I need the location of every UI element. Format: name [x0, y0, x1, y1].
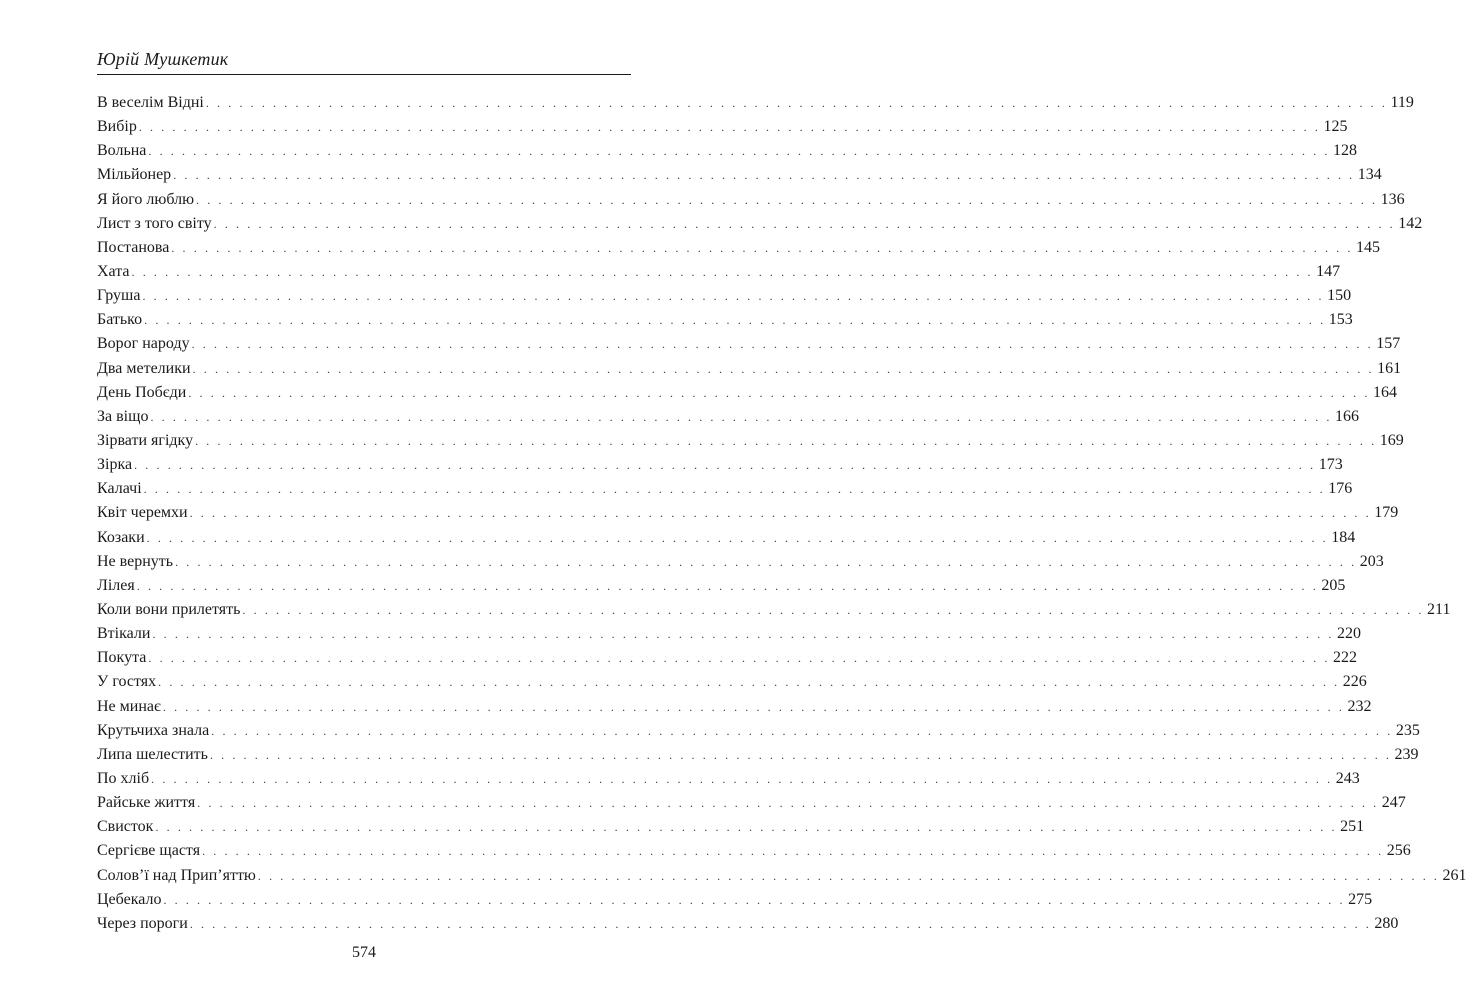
toc-entry-page-number: 275	[1348, 890, 1373, 908]
toc-dot-leader: . . . . . . . . . . . . . . . . . . . . . . . . . . . . . . . . . . . . . . . . . . . . . . . . . . . . . . . . . . . . . . . . . . . . . . . . . . . . . . . . . . . . . . . . . . . . . . . . . . . . . . . . . .	[213, 216, 1396, 231]
toc-entry-page-number: 169	[1379, 431, 1404, 449]
toc-entry-page-number: 184	[1331, 528, 1356, 546]
toc-entry-title: Липа шелестить	[97, 745, 208, 763]
toc-dot-leader: . . . . . . . . . . . . . . . . . . . . . . . . . . . . . . . . . . . . . . . . . . . . . . . . . . . . . . . . . . . . . . . . . . . . . . . . . . . . . . . . . . . . . . . . . . . . . . . . . . . . . . . . . .	[138, 120, 1321, 135]
toc-entry-title: Коли вони прилетять	[97, 600, 241, 618]
toc-dot-leader: . . . . . . . . . . . . . . . . . . . . . . . . . . . . . . . . . . . . . . . . . . . . . . . . . . . . . . . . . . . . . . . . . . . . . . . . . . . . . . . . . . . . . . . . . . . . . . . . . . . . . . . . . .	[211, 723, 1393, 738]
running-header-author: Юрій Мушкетик	[97, 49, 229, 69]
toc-dot-leader: . . . . . . . . . . . . . . . . . . . . . . . . . . . . . . . . . . . . . . . . . . . . . . . . . . . . . . . . . . . . . . . . . . . . . . . . . . . . . . . . . . . . . . . . . . . . . . . . . . . . . . . . . .	[171, 240, 1353, 255]
toc-entry-title: По хліб	[97, 769, 150, 787]
toc-entry-page-number: 203	[1359, 552, 1384, 570]
toc-entry-title: Калачі	[97, 480, 142, 498]
toc-dot-leader: . . . . . . . . . . . . . . . . . . . . . . . . . . . . . . . . . . . . . . . . . . . . . . . . . . . . . . . . . . . . . . . . . . . . . . . . . . . . . . . . . . . . . . . . . . . . . . . . . . . . . . . . . .	[242, 602, 1425, 617]
toc-entry	[97, 695, 1372, 719]
toc-entry	[97, 284, 1352, 308]
toc-entry-page-number: 166	[1335, 407, 1360, 425]
toc-dot-leader: . . . . . . . . . . . . . . . . . . . . . . . . . . . . . . . . . . . . . . . . . . . . . . . . . . . . . . . . . . . . . . . . . . . . . . . . . . . . . . . . . . . . . . . . . . . . . . . . . . . . . . . . . .	[150, 409, 1333, 424]
toc-entry-page-number: 247	[1381, 794, 1406, 812]
toc-entry	[97, 357, 1402, 381]
toc-entry-title: За віщо	[97, 407, 149, 425]
toc-entry-title: Батько	[97, 311, 143, 329]
toc-entry	[97, 864, 1467, 888]
toc-entry-title: Втікали	[97, 625, 151, 643]
toc-entry-page-number: 261	[1442, 866, 1467, 884]
toc-entry-title: Солов’ї над Прип’яттю	[97, 866, 256, 884]
toc-entry	[97, 598, 1451, 622]
toc-entry-title: Крутьчиха знала	[97, 721, 210, 739]
toc-entry	[97, 115, 1348, 139]
toc-entry-title: Козаки	[97, 528, 145, 546]
toc-entry	[97, 622, 1362, 646]
toc-dot-leader: . . . . . . . . . . . . . . . . . . . . . . . . . . . . . . . . . . . . . . . . . . . . . . . . . . . . . . . . . . . . . . . . . . . . . . . . . . . . . . . . . . . . . . . . . . . . . . . . . . . . . . . . . .	[189, 506, 1372, 521]
toc-entry	[97, 501, 1399, 525]
toc-dot-leader: . . . . . . . . . . . . . . . . . . . . . . . . . . . . . . . . . . . . . . . . . . . . . . . . . . . . . . . . . . . . . . . . . . . . . . . . . . . . . . . . . . . . . . . . . . . . . . . . . . . . . . . . . .	[155, 820, 1338, 835]
toc-dot-leader: . . . . . . . . . . . . . . . . . . . . . . . . . . . . . . . . . . . . . . . . . . . . . . . . . . . . . . . . . . . . . . . . . . . . . . . . . . . . . . . . . . . . . . . . . . . . . . . . . . . . . . . . . .	[202, 844, 1384, 859]
toc-entry	[97, 574, 1346, 598]
toc-entry-title: Зірвати ягідку	[97, 431, 194, 449]
toc-entry-title: Покута	[97, 649, 147, 667]
toc-entry-page-number: 142	[1398, 214, 1423, 232]
toc-dot-leader: . . . . . . . . . . . . . . . . . . . . . . . . . . . . . . . . . . . . . . . . . . . . . . . . . . . . . . . . . . . . . . . . . . . . . . . . . . . . . . . . . . . . . . . . . . . . . . . . . . . . . . . . . .	[136, 578, 1319, 593]
toc-entry-page-number: 239	[1394, 745, 1419, 763]
toc-entry	[97, 839, 1411, 863]
toc-entry-page-number: 232	[1347, 697, 1372, 715]
toc-dot-leader: . . . . . . . . . . . . . . . . . . . . . . . . . . . . . . . . . . . . . . . . . . . . . . . . . . . . . . . . . . . . . . . . . . . . . . . . . . . . . . . . . . . . . . . . . . . . . . . . . . . . . . . . . .	[131, 264, 1314, 279]
toc-entry-title: Сергієве щастя	[97, 842, 201, 860]
toc-dot-leader: . . . . . . . . . . . . . . . . . . . . . . . . . . . . . . . . . . . . . . . . . . . . . . . . . . . . . . . . . . . . . . . . . . . . . . . . . . . . . . . . . . . . . . . . . . . . . . . . . . . . . . . . . .	[175, 554, 1357, 569]
toc-entry	[97, 815, 1365, 839]
toc-dot-leader: . . . . . . . . . . . . . . . . . . . . . . . . . . . . . . . . . . . . . . . . . . . . . . . . . . . . . . . . . . . . . . . . . . . . . . . . . . . . . . . . . . . . . . . . . . . . . . . . . . . . . . . . . .	[144, 313, 1326, 328]
toc-entry-page-number: 145	[1355, 238, 1380, 256]
toc-entry-title: Цебекало	[97, 890, 162, 908]
toc-entry	[97, 550, 1384, 574]
toc-dot-leader: . . . . . . . . . . . . . . . . . . . . . . . . . . . . . . . . . . . . . . . . . . . . . . . . . . . . . . . . . . . . . . . . . . . . . . . . . . . . . . . . . . . . . . . . . . . . . . . . . . . . . . . . . .	[195, 433, 1377, 448]
toc-entry-title: Не вернуть	[97, 552, 174, 570]
toc-entry	[97, 236, 1380, 260]
toc-dot-leader: . . . . . . . . . . . . . . . . . . . . . . . . . . . . . . . . . . . . . . . . . . . . . . . . . . . . . . . . . . . . . . . . . . . . . . . . . . . . . . . . . . . . . . . . . . . . . . . . . . . . . . . . . .	[158, 675, 1340, 690]
toc-dot-leader: . . . . . . . . . . . . . . . . . . . . . . . . . . . . . . . . . . . . . . . . . . . . . . . . . . . . . . . . . . . . . . . . . . . . . . . . . . . . . . . . . . . . . . . . . . . . . . . . . . . . . . . . . .	[189, 916, 1372, 931]
toc-entry	[97, 912, 1399, 936]
toc-entry-title: Груша	[97, 287, 141, 305]
page-number: 574	[352, 944, 376, 961]
toc-entry-page-number: 150	[1327, 287, 1352, 305]
toc-entry	[97, 91, 1414, 115]
toc-entry	[97, 260, 1341, 284]
toc-entry-title: Вибір	[97, 118, 137, 136]
toc-entry-page-number: 179	[1374, 504, 1399, 522]
toc-entry-title: Вольна	[97, 142, 147, 160]
toc-entry-title: Мільйонер	[97, 166, 172, 184]
toc-entry-page-number: 222	[1333, 649, 1357, 667]
toc-dot-leader: . . . . . . . . . . . . . . . . . . . . . . . . . . . . . . . . . . . . . . . . . . . . . . . . . . . . . . . . . . . . . . . . . . . . . . . . . . . . . . . . . . . . . . . . . . . . . . . . . . . . . . . . . .	[152, 627, 1335, 642]
header-rule	[97, 74, 631, 75]
toc-dot-leader: . . . . . . . . . . . . . . . . . . . . . . . . . . . . . . . . . . . . . . . . . . . . . . . . . . . . . . . . . . . . . . . . . . . . . . . . . . . . . . . . . . . . . . . . . . . . . . . . . . . . . . . . . .	[162, 699, 1345, 714]
toc-dot-leader: . . . . . . . . . . . . . . . . . . . . . . . . . . . . . . . . . . . . . . . . . . . . . . . . . . . . . . . . . . . . . . . . . . . . . . . . . . . . . . . . . . . . . . . . . . . . . . . . . . . . . . . . . .	[148, 144, 1331, 159]
toc-entry-title: Лілея	[97, 576, 135, 594]
toc-entry-page-number: 205	[1321, 576, 1346, 594]
toc-entry	[97, 646, 1357, 670]
toc-entry-title: День Побєди	[97, 383, 187, 401]
toc-entry-title: Квіт черемхи	[97, 504, 188, 522]
toc-entry-title: Через пороги	[97, 914, 188, 932]
toc-entry	[97, 308, 1353, 332]
toc-entry-page-number: 157	[1376, 335, 1401, 353]
toc-entry-page-number: 153	[1328, 311, 1353, 329]
toc-entry-page-number: 243	[1335, 769, 1360, 787]
toc-dot-leader: . . . . . . . . . . . . . . . . . . . . . . . . . . . . . . . . . . . . . . . . . . . . . . . . . . . . . . . . . . . . . . . . . . . . . . . . . . . . . . . . . . . . . . . . . . . . . . . . . . . . . . . . . .	[192, 361, 1375, 376]
toc-entry	[97, 767, 1360, 791]
toc-entry	[97, 212, 1423, 236]
toc-entry	[97, 791, 1406, 815]
toc-entry	[97, 139, 1358, 163]
toc-dot-leader: . . . . . . . . . . . . . . . . . . . . . . . . . . . . . . . . . . . . . . . . . . . . . . . . . . . . . . . . . . . . . . . . . . . . . . . . . . . . . . . . . . . . . . . . . . . . . . . . . . . . . . . . . .	[209, 747, 1392, 762]
toc-entry-title: Два метелики	[97, 359, 191, 377]
toc-dot-leader: . . . . . . . . . . . . . . . . . . . . . . . . . . . . . . . . . . . . . . . . . . . . . . . . . . . . . . . . . . . . . . . . . . . . . . . . . . . . . . . . . . . . . . . . . . . . . . . . . . . . . . . . . .	[173, 168, 1355, 183]
toc-dot-leader: . . . . . . . . . . . . . . . . . . . . . . . . . . . . . . . . . . . . . . . . . . . . . . . . . . . . . . . . . . . . . . . . . . . . . . . . . . . . . . . . . . . . . . . . . . . . . . . . . . . . . . . . . .	[205, 96, 1388, 110]
toc-entry-title: Свисток	[97, 818, 154, 836]
toc-dot-leader: . . . . . . . . . . . . . . . . . . . . . . . . . . . . . . . . . . . . . . . . . . . . . . . . . . . . . . . . . . . . . . . . . . . . . . . . . . . . . . . . . . . . . . . . . . . . . . . . . . . . . . . . . .	[151, 771, 1333, 786]
toc-dot-leader: . . . . . . . . . . . . . . . . . . . . . . . . . . . . . . . . . . . . . . . . . . . . . . . . . . . . . . . . . . . . . . . . . . . . . . . . . . . . . . . . . . . . . . . . . . . . . . . . . . . . . . . . . .	[163, 892, 1346, 907]
toc-entry-page-number: 134	[1357, 166, 1382, 184]
toc-dot-leader: . . . . . . . . . . . . . . . . . . . . . . . . . . . . . . . . . . . . . . . . . . . . . . . . . . . . . . . . . . . . . . . . . . . . . . . . . . . . . . . . . . . . . . . . . . . . . . . . . . . . . . . . . .	[197, 796, 1379, 811]
toc-entry-page-number: 119	[1390, 94, 1414, 111]
toc-dot-leader: . . . . . . . . . . . . . . . . . . . . . . . . . . . . . . . . . . . . . . . . . . . . . . . . . . . . . . . . . . . . . . . . . . . . . . . . . . . . . . . . . . . . . . . . . . . . . . . . . . . . . . . . . .	[134, 458, 1316, 473]
toc-entry-page-number: 147	[1316, 262, 1341, 280]
toc-entry-page-number: 176	[1328, 480, 1353, 498]
toc-dot-leader: . . . . . . . . . . . . . . . . . . . . . . . . . . . . . . . . . . . . . . . . . . . . . . . . . . . . . . . . . . . . . . . . . . . . . . . . . . . . . . . . . . . . . . . . . . . . . . . . . . . . . . . . . .	[148, 651, 1330, 666]
toc-entry-title: Лист з того світу	[97, 214, 212, 232]
toc-entry-title: Не минає	[97, 697, 161, 715]
toc-entry-title: В веселім Відні	[97, 94, 204, 111]
toc-entry	[97, 163, 1382, 187]
toc-dot-leader: . . . . . . . . . . . . . . . . . . . . . . . . . . . . . . . . . . . . . . . . . . . . . . . . . . . . . . . . . . . . . . . . . . . . . . . . . . . . . . . . . . . . . . . . . . . . . . . . . . . . . . . . . .	[196, 192, 1378, 207]
toc-dot-leader: . . . . . . . . . . . . . . . . . . . . . . . . . . . . . . . . . . . . . . . . . . . . . . . . . . . . . . . . . . . . . . . . . . . . . . . . . . . . . . . . . . . . . . . . . . . . . . . . . . . . . . . . . .	[143, 482, 1326, 497]
toc-entry	[97, 429, 1404, 453]
toc-entry	[97, 670, 1367, 694]
toc-entry	[97, 743, 1419, 767]
table-of-contents	[97, 91, 1467, 936]
toc-dot-leader: . . . . . . . . . . . . . . . . . . . . . . . . . . . . . . . . . . . . . . . . . . . . . . . . . . . . . . . . . . . . . . . . . . . . . . . . . . . . . . . . . . . . . . . . . . . . . . . . . . . . . . . . . .	[188, 385, 1370, 400]
toc-entry-page-number: 280	[1374, 914, 1399, 932]
toc-entry	[97, 453, 1343, 477]
toc-entry-page-number: 211	[1427, 600, 1451, 618]
toc-entry	[97, 719, 1420, 743]
toc-entry-page-number: 136	[1380, 190, 1405, 208]
toc-entry-title: Постанова	[97, 238, 170, 256]
toc-entry-page-number: 220	[1337, 625, 1362, 643]
toc-entry-title: Зірка	[97, 456, 133, 474]
toc-entry-title: Хата	[97, 262, 130, 280]
toc-entry	[97, 188, 1405, 212]
toc-dot-leader: . . . . . . . . . . . . . . . . . . . . . . . . . . . . . . . . . . . . . . . . . . . . . . . . . . . . . . . . . . . . . . . . . . . . . . . . . . . . . . . . . . . . . . . . . . . . . . . . . . . . . . . . . .	[146, 530, 1329, 545]
toc-entry-title: Ворог народу	[97, 335, 190, 353]
toc-entry-title: Я його люблю	[97, 190, 195, 208]
toc-entry	[97, 477, 1353, 501]
toc-dot-leader: . . . . . . . . . . . . . . . . . . . . . . . . . . . . . . . . . . . . . . . . . . . . . . . . . . . . . . . . . . . . . . . . . . . . . . . . . . . . . . . . . . . . . . . . . . . . . . . . . . . . . . . . . .	[191, 337, 1374, 352]
toc-entry-page-number: 226	[1342, 673, 1367, 691]
toc-entry	[97, 888, 1373, 912]
toc-entry	[97, 332, 1401, 356]
toc-entry-title: У гостях	[97, 673, 157, 691]
toc-entry-page-number: 235	[1395, 721, 1420, 739]
toc-entry-page-number: 128	[1333, 142, 1358, 160]
toc-dot-leader: . . . . . . . . . . . . . . . . . . . . . . . . . . . . . . . . . . . . . . . . . . . . . . . . . . . . . . . . . . . . . . . . . . . . . . . . . . . . . . . . . . . . . . . . . . . . . . . . . . . . . . . . . .	[257, 868, 1440, 883]
toc-dot-leader: . . . . . . . . . . . . . . . . . . . . . . . . . . . . . . . . . . . . . . . . . . . . . . . . . . . . . . . . . . . . . . . . . . . . . . . . . . . . . . . . . . . . . . . . . . . . . . . . . . . . . . . . . .	[142, 289, 1325, 304]
toc-entry	[97, 526, 1356, 550]
toc-entry-page-number: 161	[1377, 359, 1402, 377]
toc-entry	[97, 405, 1360, 429]
toc-entry-page-number: 251	[1340, 818, 1365, 836]
toc-entry-page-number: 164	[1372, 383, 1397, 401]
toc-entry	[97, 381, 1397, 405]
toc-entry-page-number: 173	[1318, 456, 1343, 474]
toc-entry-page-number: 256	[1386, 842, 1411, 860]
toc-entry-title: Райське життя	[97, 794, 196, 812]
toc-entry-page-number: 125	[1323, 118, 1348, 136]
